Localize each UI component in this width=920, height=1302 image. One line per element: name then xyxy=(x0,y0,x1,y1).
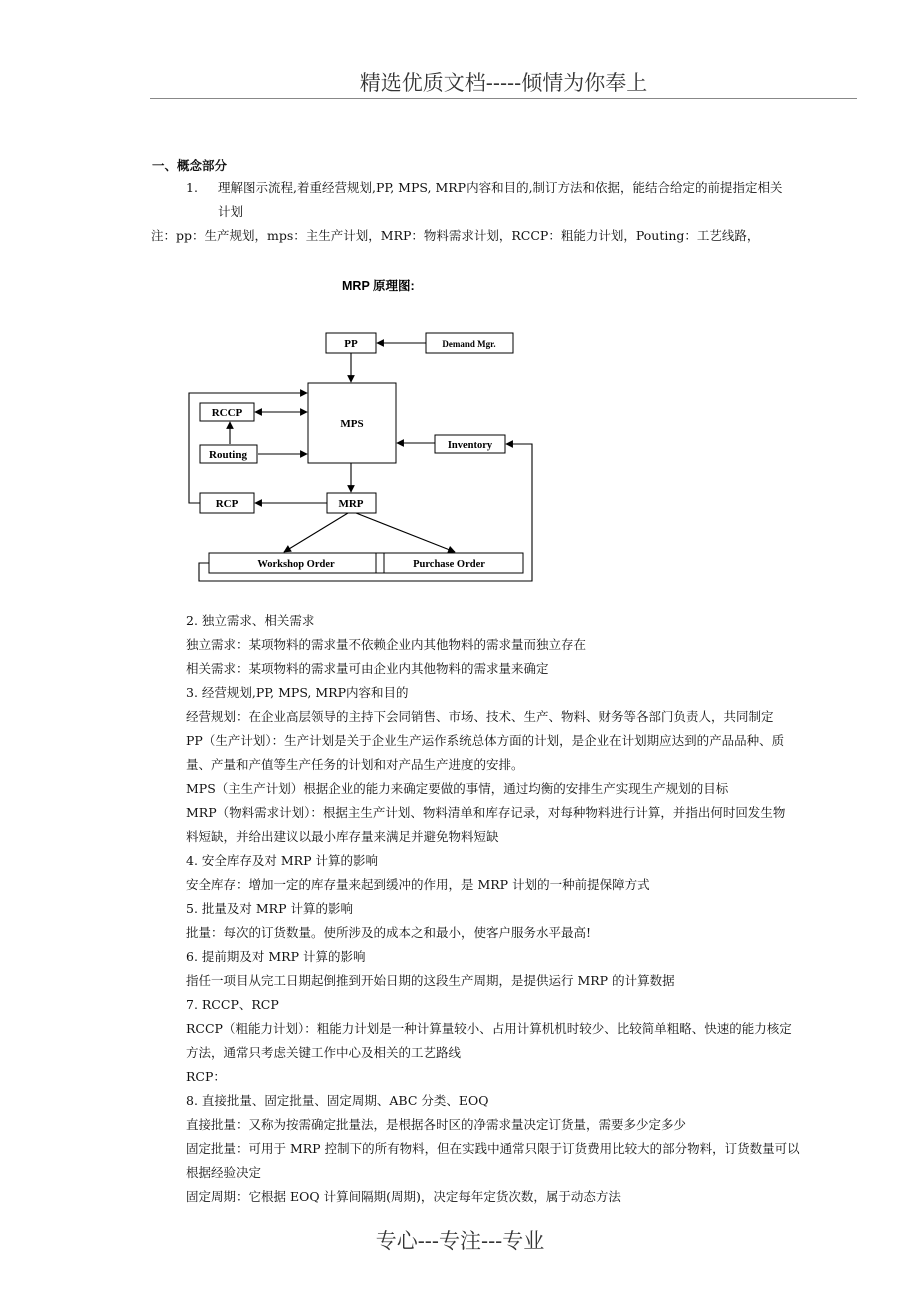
body-line-1: 2. 独立需求、相关需求 xyxy=(186,613,315,628)
abbreviation-note: 注：pp：生产规划，mps：主生产计划，MRP：物料需求计划，RCCP：粗能力计划，Pouting：工艺线路， xyxy=(151,228,760,243)
routing-label: Routing xyxy=(209,449,247,461)
arrow-rcp-loop-to-mps xyxy=(189,393,307,503)
body-line-19: 方法，通常只考虑关键工作中心及相关的工艺路线 xyxy=(186,1045,462,1060)
body-line-15: 6. 提前期及对 MRP 计算的影响 xyxy=(186,949,366,964)
item-1-line-2: 计划 xyxy=(218,204,244,219)
body-line-14: 批量：每次的订货数量。使所涉及的成本之和最小，使客户服务水平最高! xyxy=(186,925,592,940)
body-line-2: 独立需求：某项物料的需求量不依赖企业内其他物料的需求量而独立存在 xyxy=(186,637,587,652)
body-line-25: 固定周期：它根据 EOQ 计算间隔期(周期)，决定每年定货次数，属于动态方法 xyxy=(186,1189,621,1204)
diagram-title: MRP 原理图: xyxy=(342,279,415,293)
pp-label: PP xyxy=(344,338,358,350)
section-title: 一、概念部分 xyxy=(152,158,228,173)
demand-label: Demand Mgr. xyxy=(442,339,496,349)
body-line-22: 直接批量：又称为按需确定批量法，是根据各时区的净需求量决定订货量，需要多少定多少 xyxy=(186,1117,687,1132)
purchase-order-label: Purchase Order xyxy=(413,559,485,570)
body-line-20: RCP： xyxy=(186,1069,226,1084)
workshop-order-label: Workshop Order xyxy=(257,559,335,570)
mrp-label: MRP xyxy=(338,498,364,510)
arrow-mrp-to-purchase xyxy=(356,513,455,552)
rcp-label: RCP xyxy=(215,498,239,510)
body-line-10: 料短缺，并给出建议以最小库存量来满足并避免物料短缺 xyxy=(186,829,499,844)
mrp-diagram-svg xyxy=(180,275,540,590)
inventory-label: Inventory xyxy=(447,440,493,451)
mps-label: MPS xyxy=(340,418,364,430)
body-line-3: 相关需求：某项物料的需求量可由企业内其他物料的需求量来确定 xyxy=(186,661,549,676)
body-line-13: 5. 批量及对 MRP 计算的影响 xyxy=(186,901,353,916)
body-line-6: PP（生产计划）：生产计划是关于企业生产运作系统总体方面的计划，是企业在计划期应达到的产品品种、质 xyxy=(186,733,785,748)
body-line-16: 指任一项目从完工日期起倒推到开始日期的这段生产周期，是提供运行 MRP 的计算数据 xyxy=(186,973,675,988)
body-line-21: 8. 直接批量、固定批量、固定周期、ABC 分类、EOQ xyxy=(186,1093,489,1108)
body-line-23: 固定批量：可用于 MRP 控制下的所有物料，但在实践中通常只限于订货费用比较大的部分物料，订货数量可以 xyxy=(186,1141,800,1156)
page-footer: 专心---专注---专业 xyxy=(375,1229,545,1253)
body-line-24: 根据经验决定 xyxy=(186,1165,262,1180)
body-line-4: 3. 经营规划,PP, MPS, MRP内容和目的 xyxy=(186,685,409,700)
body-line-11: 4. 安全库存及对 MRP 计算的影响 xyxy=(186,853,378,868)
body-line-18: RCCP（粗能力计划）：粗能力计划是一种计算量较小、占用计算机机时较少、比较简单粗略、快速的能力核定 xyxy=(186,1021,792,1036)
body-line-8: MPS（主生产计划）根据企业的能力来确定要做的事情，通过均衡的安排生产实现生产规划的目标 xyxy=(186,781,729,796)
body-line-7: 量、产量和产值等生产任务的计划和对产品生产进度的安排。 xyxy=(186,757,524,772)
rccp-label: RCCP xyxy=(211,407,243,419)
body-line-9: MRP（物料需求计划）：根据主生产计划、物料清单和库存记录，对每种物料进行计算，并指出何时回发生物 xyxy=(186,805,786,820)
mrp-diagram xyxy=(180,275,540,594)
body-line-17: 7. RCCP、RCP xyxy=(186,997,279,1012)
body-line-5: 经营规划：在企业高层领导的主持下会同销售、市场、技术、生产、物料、财务等各部门负责人，共同制定 xyxy=(186,709,774,724)
arrow-mrp-to-workshop xyxy=(284,513,348,552)
item-1-line-1: 理解图示流程,着重经营规划,PP, MPS, MRP内容和目的,制订方法和依据，能结合给定的前提指定相关 xyxy=(218,180,783,195)
page-header: 精选优质文档-----倾情为你奉上 xyxy=(150,68,857,99)
body-line-12: 安全库存：增加一定的库存量来起到缓冲的作用，是 MRP 计划的一种前提保障方式 xyxy=(186,877,650,892)
item-1-number: 1. xyxy=(186,180,198,195)
